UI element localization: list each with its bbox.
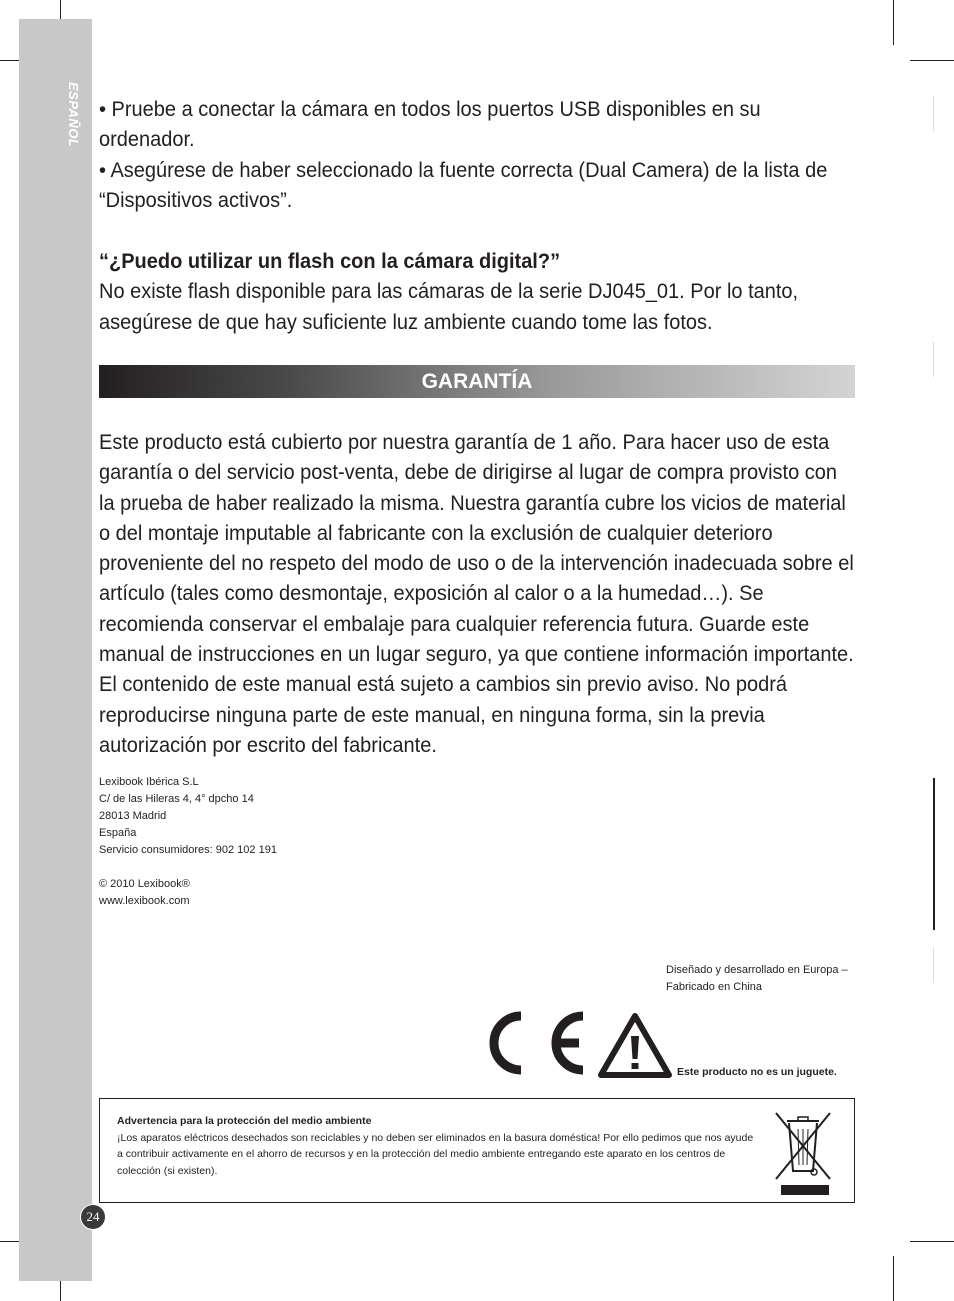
crossed-out-bin-icon	[772, 1109, 834, 1202]
warranty-text: Este producto está cubierto por nuestra garantía de 1 año. Para hacer uso de esta garantía o del servicio post-venta, debe de dirigirse al lugar de compra provisto con la prueba de haber realizado la misma. Nuestra garantía cubre los vicios de material o del montaje imputable al fabricante con la exclusión de cualquier deterioro proveniente del no respeto del modo de uso o de la intervención inadecuada sobre el artículo (tales como desmontaje, exposición al calor o a la humedad…). Se recomienda conservar el embalaje para cualquier referencia futura. Guarde este manual de instrucciones en un lugar seguro, ya que contiene información importante. El contenido de este manual está sujeto a cambios sin previo aviso. No podrá reproducirse ninguna parte de este manual, en ninguna forma, sin la previa autorización por escrito del fabricante.	[99, 430, 854, 757]
warranty-banner	[99, 365, 855, 398]
environment-title: Advertencia para la protección del medio ambiente	[117, 1115, 372, 1127]
bullet-usb-ports: • Pruebe a conectar la cámara en todos los puertos USB disponibles en su ordenador.	[99, 97, 761, 152]
origin-line-1: Diseñado y desarrollado en Europa –	[666, 964, 848, 976]
faq-answer: No existe flash disponible para las cámaras de la serie DJ045_01. Por lo tanto, asegúrese de que hay suficiente luz ambiente cuando tome las fotos.	[99, 279, 799, 334]
troubleshooting-section	[99, 94, 855, 215]
crop-mark	[910, 60, 954, 61]
warning-triangle-icon	[598, 1012, 672, 1083]
bullet-source-selection: • Asegúrese de haber seleccionado la fuente correcta (Dual Camera) de la lista de “Dispositivos activos”.	[99, 157, 828, 212]
registration-line	[933, 778, 935, 930]
crop-mark	[893, 0, 894, 45]
environment-notice	[99, 1098, 855, 1203]
not-a-toy-warning: Este producto no es un juguete.	[677, 1066, 837, 1078]
ce-mark-icon	[483, 1010, 589, 1081]
crop-mark	[910, 1241, 954, 1242]
environment-text: ¡Los aparatos eléctricos desechados son reciclables y no deben ser eliminados en la basura doméstica! Por ello pedimos que nos ayude a contribuir activamente en el ahorro de recursos y en la protección del medio ambiente entregando este aparato en los centros de colección (si existen).	[117, 1131, 754, 1177]
address-block	[99, 774, 855, 910]
website-link: www.lexibook.com	[99, 895, 190, 907]
country: España	[99, 827, 137, 839]
registration-line	[933, 948, 934, 983]
registration-line	[933, 96, 934, 131]
origin-note	[666, 962, 866, 996]
origin-line-2: Fabricado en China	[666, 981, 763, 993]
warranty-section	[99, 427, 855, 760]
warranty-heading: GARANTÍA	[421, 370, 533, 393]
postal-city: 28013 Madrid	[99, 810, 167, 822]
registration-line	[933, 342, 934, 377]
street-address: C/ de las Hileras 4, 4° dpcho 14	[99, 793, 254, 805]
faq-question: “¿Puedo utilizar un flash con la cámara digital?”	[99, 249, 561, 273]
company-name: Lexibook Ibérica S.L	[99, 776, 199, 788]
copyright: © 2010 Lexibook®	[99, 878, 190, 890]
crop-mark	[893, 1256, 894, 1301]
flash-faq	[99, 246, 855, 337]
page-number: 24	[80, 1204, 106, 1230]
customer-service: Servicio consumidores: 902 102 191	[99, 844, 277, 856]
language-sidebar	[19, 19, 92, 1281]
language-label: ESPAÑOL	[66, 82, 81, 148]
